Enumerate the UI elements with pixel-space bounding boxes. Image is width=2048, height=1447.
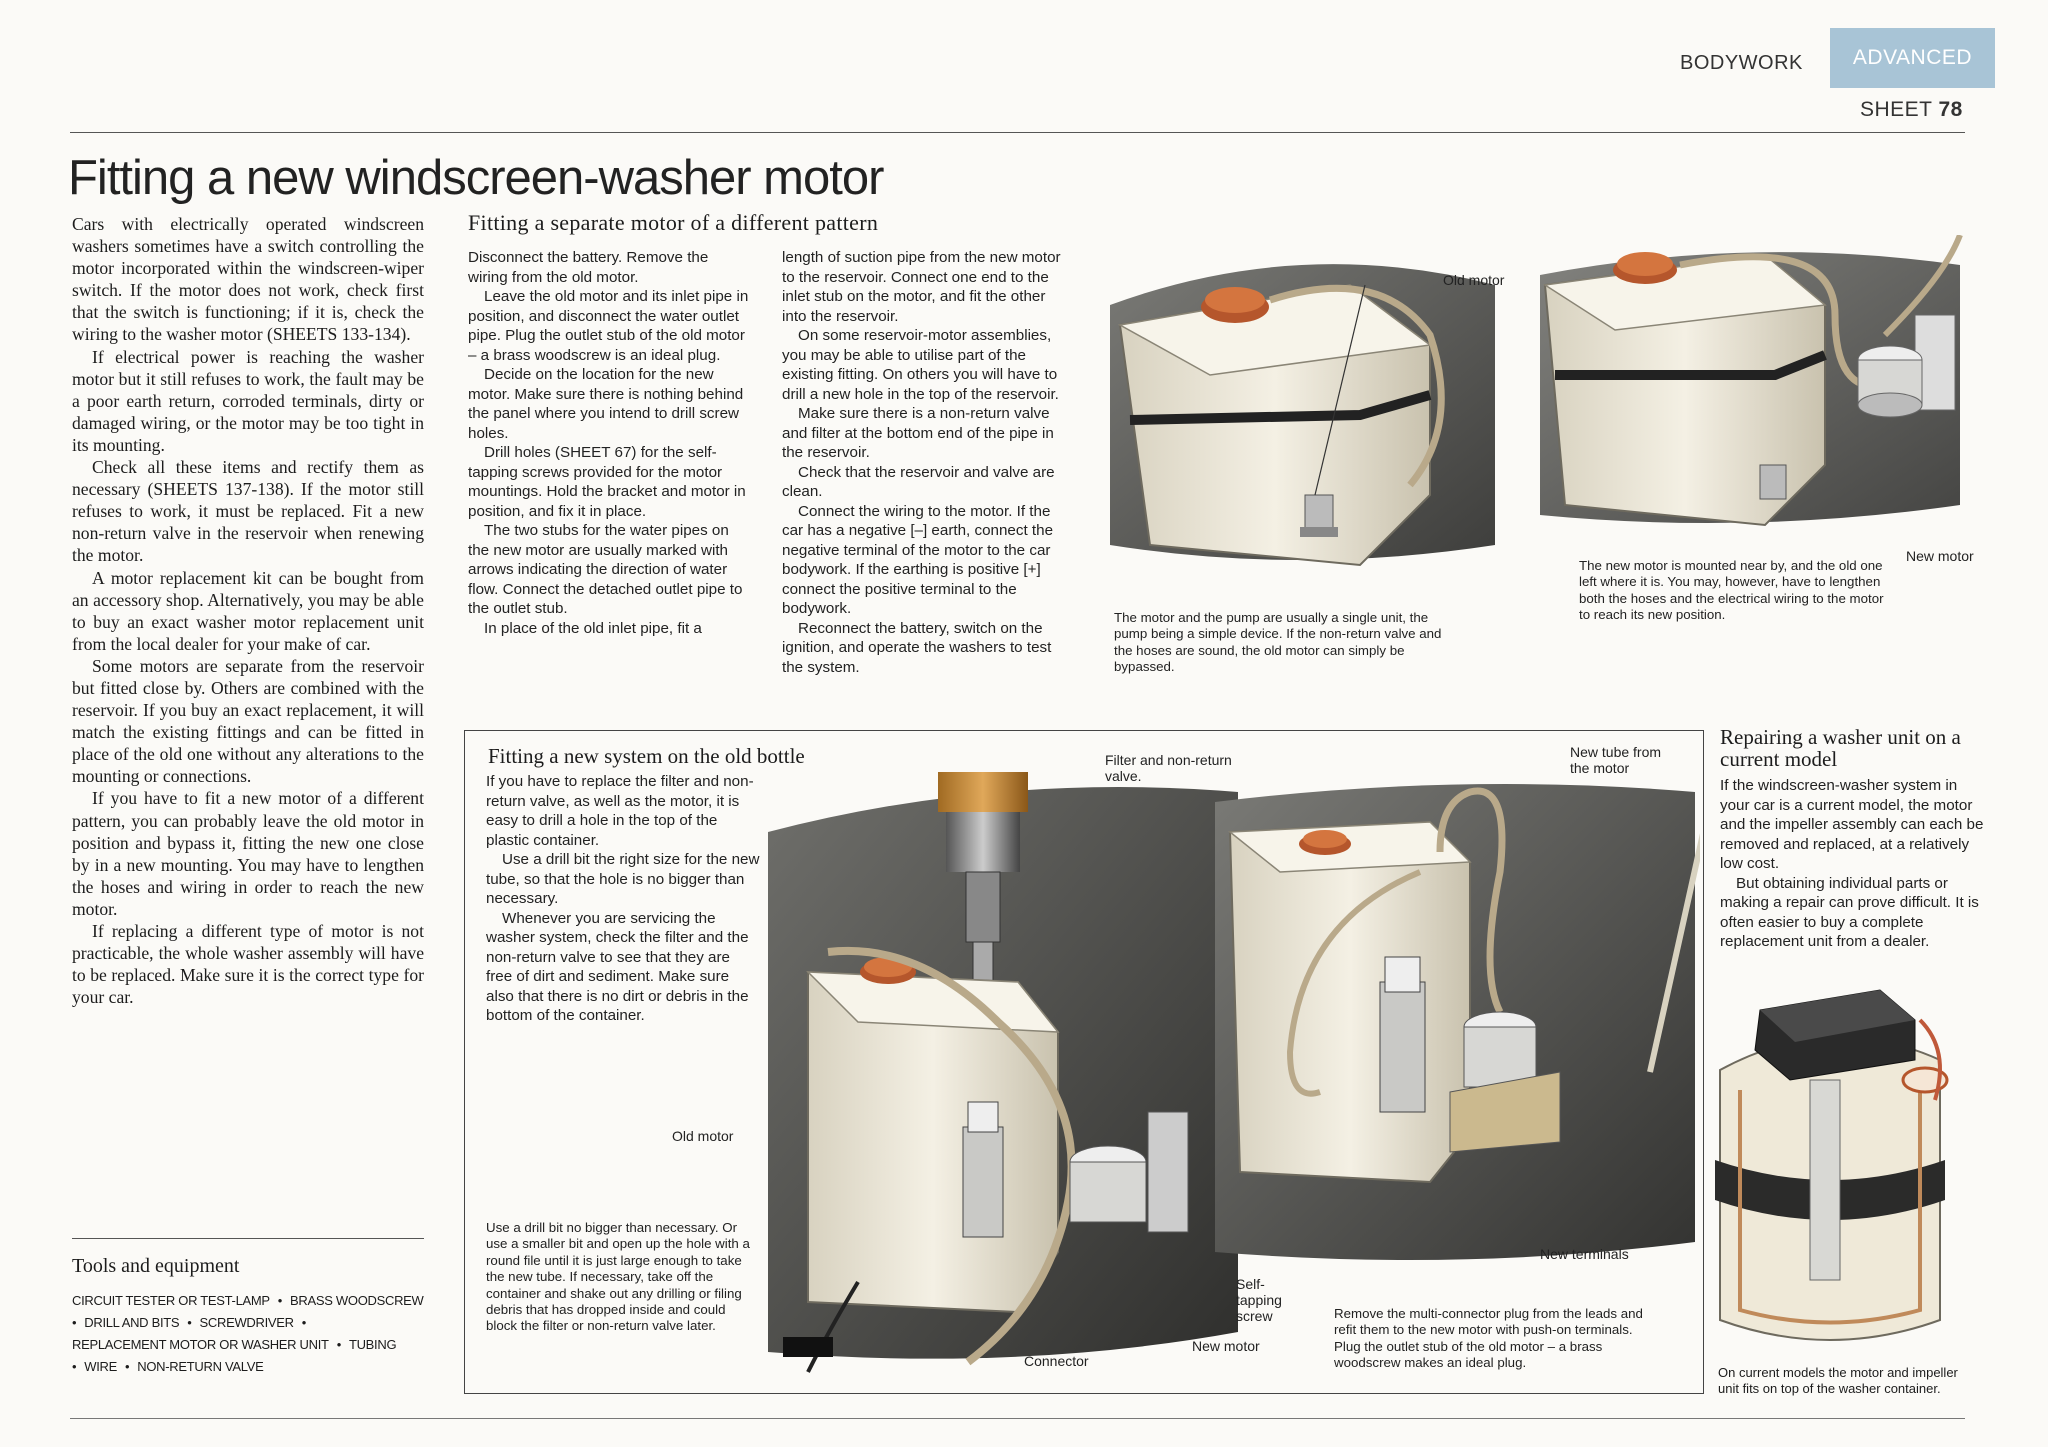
tool-item: REPLACEMENT MOTOR OR WASHER UNIT — [72, 1337, 329, 1352]
label-connector: Connector — [1024, 1353, 1089, 1369]
step-paragraph: On some reservoir-motor assemblies, you may be able to utilise part of the existing fitting. On others you will have to drill a new hole in the top of the reservoir. — [782, 327, 1059, 403]
separate-motor-text-col1 — [468, 248, 750, 638]
tool-item: NON-RETURN VALVE — [137, 1359, 264, 1374]
illustration-current-model-unit — [1700, 950, 1960, 1360]
tool-item: WIRE — [84, 1359, 118, 1374]
section-heading-separate-motor: Fitting a separate motor of a different pattern — [468, 210, 879, 235]
sheet-label: SHEET — [1860, 98, 1933, 121]
footer-rule — [70, 1418, 1965, 1419]
step-paragraph: Make sure there is a non-return valve and filter at the bottom end of the pipe in the reservoir. — [782, 405, 1054, 461]
sheet-number-value: 78 — [1938, 98, 1963, 121]
tools-heading: Tools and equipment — [72, 1255, 240, 1277]
new-system-text — [486, 772, 760, 1026]
step-paragraph: Leave the old motor and its inlet pipe in position, and disconnect the water outlet pipe. Plug the outlet stub of the old motor – a brass woodscrew is an ideal plug. — [468, 288, 749, 364]
step-paragraph: Check that the reservoir and valve are clean. — [782, 463, 1055, 500]
section-tab-bodywork: BODYWORK — [1680, 52, 1803, 74]
label-old-motor: Old motor — [1443, 272, 1505, 288]
tool-item: TUBING — [348, 1337, 397, 1352]
level-tab-advanced: ADVANCED — [1830, 28, 1995, 88]
label-filter-valve: Filter and non-return valve. — [1105, 752, 1232, 784]
label-old-motor-new-system: Old motor — [672, 1128, 734, 1144]
step-paragraph: But obtaining individual parts or making a repair can prove difficult. It is often easier to buy a complete replacement unit from a dealer. — [1720, 874, 1979, 950]
intro-paragraph: A motor replacement kit can be bought from an accessory shop. Alternatively, you may be able to buy an exact washer motor replacement unit from the local dealer for your make of car. — [72, 567, 424, 654]
intro-paragraph: If replacing a different type of motor is not practicable, the whole washer assembly will have to be replaced. Make sure it is the correct type for your car. — [72, 921, 424, 1008]
tools-list: CIRCUIT TESTER OR TEST-LAMP • BRASS WOODSCREW • DRILL AND BITS • SCREWDRIVER • REPLACEMENT MOTOR OR WASHER UNIT • TUBING • WIRE • NON-RETURN VALVE — [72, 1293, 424, 1374]
header-rule — [70, 132, 1965, 133]
section-heading-repair: Repairing a washer unit on a current model — [1720, 725, 1961, 771]
caption-new-system: Remove the multi-connector plug from the leads and refit them to the new motor with push-on terminals. Plug the outlet stub of the old motor – a brass woodscrew makes an ideal plug. — [1334, 1306, 1643, 1371]
label-new-terminals: New terminals — [1540, 1246, 1629, 1262]
step-paragraph: Decide on the location for the new motor. Make sure there is nothing behind the panel where you intend to drill screw holes. — [468, 366, 744, 442]
page-title: Fitting a new windscreen-washer motor — [68, 151, 884, 205]
step-paragraph: If the windscreen-washer system in your car is a current model, the motor and the impeller assembly can each be removed and replaced, at a relatively low cost. — [1720, 777, 1984, 872]
tools-rule — [72, 1238, 424, 1239]
sheet-number — [1860, 98, 1963, 122]
step-paragraph: In place of the old inlet pipe, fit a — [484, 619, 702, 637]
illustration-new-motor-mounted — [1535, 235, 1965, 555]
step-paragraph: Use a drill bit the right size for the new tube, so that the hole is no bigger than necessary. — [486, 851, 760, 907]
illustration-old-motor-reservoir — [1100, 245, 1500, 605]
caption-old-motor: The motor and the pump are usually a single unit, the pump being a simple device. If the non-return valve and the hoses are sound, the old motor can simply be bypassed. — [1114, 610, 1442, 675]
caption-current-model: On current models the motor and impeller unit fits on top of the washer container. — [1718, 1365, 1958, 1396]
label-self-tapping-screw: Self-tapping screw — [1236, 1276, 1282, 1324]
illustration-drilling-reservoir — [768, 772, 1238, 1382]
caption-drill-bit: Use a drill bit no bigger than necessary. Or use a smaller bit and open up the hole with a round file until it is just large enough to take the new tube. If necessary, take off the container and shake out any drilling or filing debris that has dropped inside and could block the filter or non-return valve later. — [486, 1220, 750, 1334]
label-new-motor: New motor — [1906, 548, 1974, 564]
step-paragraph: length of suction pipe from the new motor to the reservoir. Connect one end to the inlet stub on the motor, and fit the other into the reservoir. — [782, 249, 1061, 325]
step-paragraph: Drill holes (SHEET 67) for the self-tapping screws provided for the motor mountings. Hold the bracket and motor in position, and fix it in place. — [468, 444, 746, 520]
tool-item: DRILL AND BITS — [84, 1315, 180, 1330]
step-paragraph: Reconnect the battery, switch on the ignition, and operate the washers to test the system. — [782, 619, 1052, 676]
step-paragraph: If you have to replace the filter and non-return valve, as well as the motor, it is easy to drill a hole in the top of the plastic container. — [486, 773, 754, 849]
intro-text — [72, 213, 424, 1008]
tool-item: SCREWDRIVER — [199, 1315, 294, 1330]
step-paragraph: The two stubs for the water pipes on the new motor are usually marked with arrows indicating the direction of water flow. Connect the detached outlet pipe to the outlet stub. — [468, 522, 743, 617]
caption-new-motor: The new motor is mounted near by, and the old one left where it is. You may, however, have to lengthen both the hoses and the electrical wiring to the motor to reach its new position. — [1579, 558, 1884, 623]
step-paragraph: Disconnect the battery. Remove the wiring from the old motor. — [468, 249, 709, 286]
label-new-motor-box: New motor — [1192, 1338, 1260, 1354]
intro-paragraph: Some motors are separate from the reservoir but fitted close by. Others are combined with the reservoir. If you buy an exact replacement, it will match the existing fittings and can be fitted in place of the old one without any alterations to the mounting or connections. — [72, 655, 424, 787]
illustration-new-system-installed — [1210, 772, 1700, 1282]
intro-paragraph: If you have to fit a new motor of a different pattern, you can probably leave the old motor in position and bypass it, fitting the new one close by in a new mounting. You may have to lengthen the hoses and wiring in order to reach the new motor. — [72, 788, 424, 919]
section-heading-new-system: Fitting a new system on the old bottle — [488, 744, 805, 768]
intro-paragraph: If electrical power is reaching the washer motor but it still refuses to work, the fault may be a poor earth return, corroded terminals, dirty or damaged wiring, or the motor may be too tight in its mounting. — [72, 346, 424, 455]
label-new-tube: New tube from the motor — [1570, 744, 1662, 776]
tool-item: CIRCUIT TESTER OR TEST-LAMP — [72, 1293, 270, 1308]
repair-text — [1720, 776, 1990, 952]
tool-item: BRASS WOODSCREW — [290, 1293, 424, 1308]
step-paragraph: Whenever you are servicing the washer system, check the filter and the non-return valve to see that they are free of dirt and sediment. Make sure also that there is no dirt or debris in the bottom of the container. — [486, 909, 749, 1024]
intro-paragraph: Cars with electrically operated windscreen washers sometimes have a switch controlling the motor incorporated within the windscreen-wiper switch. If the motor does not work, check first that the switch is functioning; if it is, check the wiring to the washer motor (SHEETS 133-134). — [72, 214, 424, 345]
separate-motor-text-col2 — [782, 248, 1064, 677]
intro-paragraph: Check all these items and rectify them as necessary (SHEETS 137-138). If the motor still refuses to work, it must be replaced. Fit a new non-return valve in the reservoir when renewing the motor. — [72, 457, 424, 566]
step-paragraph: Connect the wiring to the motor. If the car has a negative [–] earth, connect the negative terminal of the motor to the car bodywork. If the earthing is positive [+] connect the positive terminal to the bodywork. — [782, 502, 1054, 617]
